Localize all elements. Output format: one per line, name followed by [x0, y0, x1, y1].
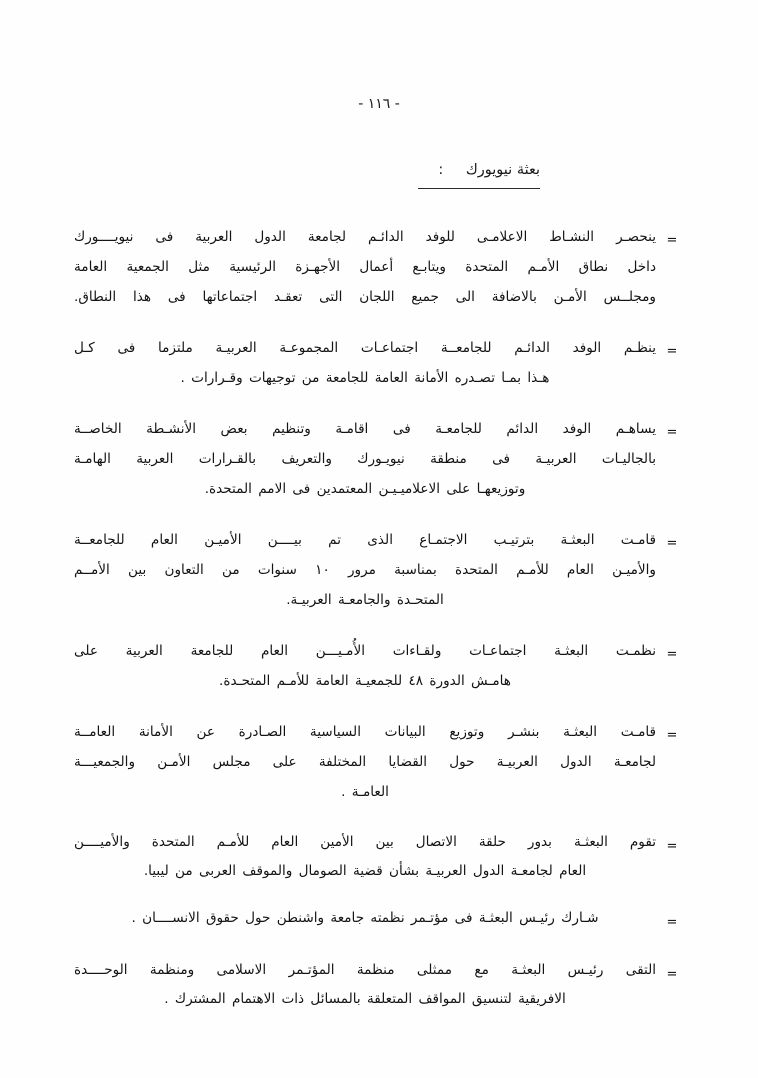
text-line: هامـش الدورة ٤٨ للجمعيـة العامة للأمـم المتحـدة.: [219, 673, 511, 689]
text-line: نظمـت البعثـة اجتماعـات ولقـاءات الأُمـيـــن العام للجامعة العربية على: [74, 643, 656, 659]
list-item: [74, 222, 688, 312]
text-line: لجامعـة الدول العربيـة حول القضايا المختلفة على مجلس الأمـن والجمعيـــة: [74, 754, 656, 770]
text-line: شـارك رئيـس البعثـة فى مؤتـمر نظمته جامعة واشنطن حول حقوق الانســــان .: [131, 910, 599, 926]
list-bullet: =: [666, 839, 678, 854]
list-item: [74, 525, 688, 615]
list-item-text: [74, 904, 656, 933]
list-bullet: =: [666, 233, 678, 248]
section-heading: [438, 162, 540, 178]
text-line: وتوزيعهـا على الاعلاميـيـن المعتمدين فى الامم المتحدة.: [204, 481, 526, 497]
list-bullet: =: [666, 967, 678, 982]
text-line: قامـت البعثـة بنشـر وتوزيع البيانات السياسية الصـادرة عن الأمانة العامــة: [74, 724, 656, 740]
text-line: ينحصـر النشـاط الاعلامـى للوفد الدائـم لجامعة الدول العربية فى نيويــــورك: [74, 229, 656, 245]
list-bullet: =: [666, 915, 678, 930]
text-line: العام لجامعـة الدول العربيـة بشأن قضية الصومال والموقف العربى من ليبيا.: [143, 863, 587, 879]
list-item: [74, 904, 688, 938]
text-line: ومجلــس الأمـن بالاضافة الى جميع اللجان التى تعقـد اجتماعاتها فى هذا النطاق.: [74, 289, 656, 305]
heading-underline: [418, 188, 540, 189]
list-item-text: [74, 956, 656, 1014]
list-bullet: =: [666, 425, 678, 440]
text-line: التقى رئيـس البعثـة مع ممثلى منظمة المؤتـمر الاسلامى ومنظمة الوحــــدة: [74, 962, 656, 978]
list-bullet: =: [666, 647, 678, 662]
list-item-text: [74, 222, 656, 312]
list-item: [74, 414, 688, 504]
list-item-text: [74, 828, 656, 886]
text-line: قامـت البعثـة بترتيـب الاجتمـاع الذى تم بيــــن الأميـن العام للجامعــة: [74, 532, 656, 548]
text-line: ينظـم الوفد الدائـم للجامعــة اجتماعـات المجموعـة العربيـة ملتزما فى كـل: [74, 340, 656, 356]
text-line: الافريقية لتنسيق المواقف المتعلقة بالمسائل ذات الاهتمام المشترك .: [164, 991, 566, 1007]
text-line: تقوم البعثـة بدور حلقة الاتصال بين الأمين العام للأمـم المتحدة والأميــــن: [74, 834, 656, 850]
text-line: هـذا بمـا تصـدره الأمانة العامة للجامعة من توجيهات وقـرارات .: [180, 370, 550, 386]
list-item-text: [74, 636, 656, 696]
text-line: المتحـدة والجامعـة العربيـة.: [286, 592, 444, 608]
list-bullet: =: [666, 344, 678, 359]
list-item: [74, 333, 688, 393]
page-number: - ١١٦ -: [358, 96, 400, 112]
list-bullet: =: [666, 536, 678, 551]
text-line: يساهـم الوفد الدائم للجامعـة فى اقامـة وتنظيم بعض الأنشـطة الخاصــة: [74, 421, 656, 437]
section-heading-label: بعثة نيويورك: [465, 162, 540, 178]
list-item-text: [74, 717, 656, 807]
list-item: [74, 956, 688, 1014]
text-line: والأميـن العام للأمـم المتحدة بمناسبة مرور ١٠ سنوات من التعاون بين الأمــم: [74, 562, 656, 578]
text-line: داخل نطاق الأمـم المتحدة ويتابـع أعمال الأجهـزة الرئيسية مثل الجمعية العامة: [74, 259, 656, 275]
list-bullet: =: [666, 728, 678, 743]
list-item: [74, 717, 688, 807]
section-heading-colon: :: [438, 162, 444, 178]
text-line: بالجاليـات العربيـة فى منطقة نيويـورك والتعريف بالقـرارات العربية الهامـة: [74, 451, 656, 467]
text-line: العامـة .: [341, 784, 389, 800]
document-body: [74, 222, 688, 1032]
list-item: [74, 828, 688, 886]
list-item-text: [74, 414, 656, 504]
list-item-text: [74, 333, 656, 393]
list-item-text: [74, 525, 656, 615]
list-item: [74, 636, 688, 696]
